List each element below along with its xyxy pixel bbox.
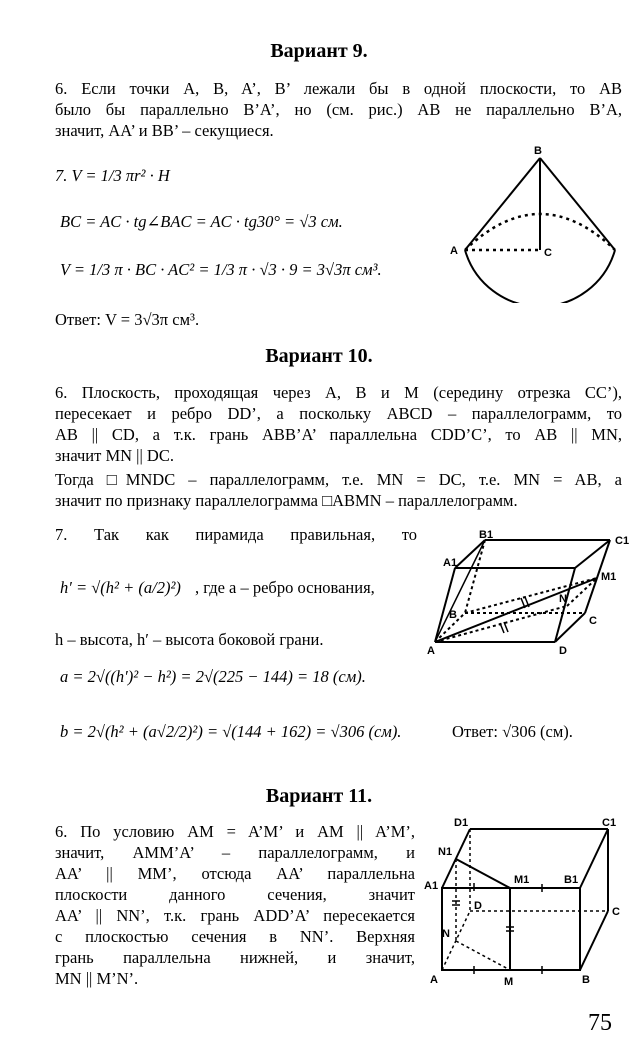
box-figure-v11 bbox=[422, 815, 632, 995]
diag bbox=[435, 540, 485, 642]
label-m: M bbox=[504, 976, 514, 988]
v10-p6-line1: 6. Плоскость, проходящая через A, B и M (середину отрезка CC’), bbox=[55, 383, 622, 402]
label-b1: B1 bbox=[564, 874, 579, 886]
label-n: N bbox=[559, 593, 567, 605]
v10-answer: Ответ: √306 (см). bbox=[452, 722, 573, 741]
label-c: C bbox=[544, 247, 552, 259]
cone-edge-ba bbox=[465, 158, 540, 250]
edge-bb1 bbox=[465, 540, 485, 613]
label-b1: B1 bbox=[479, 529, 494, 541]
label-d: D bbox=[474, 900, 482, 912]
v10-formula-a: a = 2√((h′)² − h²) = 2√(225 − 144) = 18 (см). bbox=[60, 667, 366, 686]
label-c1: C1 bbox=[602, 817, 617, 829]
label-c1: C1 bbox=[615, 535, 630, 547]
parallelepiped-figure-v10 bbox=[425, 528, 635, 658]
page-number: 75 bbox=[588, 1010, 612, 1036]
label-a: A bbox=[450, 245, 458, 257]
cone-figure bbox=[440, 138, 630, 303]
edge-dd1 bbox=[555, 568, 575, 642]
v11-line6: с плоскостью сечения в NN’. Верхняя bbox=[55, 927, 415, 946]
edge-bc bbox=[580, 911, 608, 970]
v10-p6-line6: значит по признаку параллелограмма □ABMN – параллелограмм. bbox=[55, 491, 518, 510]
edge-b1c1 bbox=[580, 829, 608, 888]
v10-p6-line2: пересекает и ребро DD’, а поскольку ABCD – параллелограмм, то bbox=[55, 404, 622, 423]
v11-line4: плоскости данного сечения, значит bbox=[55, 885, 415, 904]
v10-formula-hprime-tail: , где a – ребро основания, bbox=[195, 578, 375, 597]
v11-line5: AA’ || NN’, т.к. грань ADD’A’ пересекается bbox=[55, 906, 415, 925]
label-d1: D1 bbox=[454, 817, 469, 829]
label-a1: A1 bbox=[443, 557, 458, 569]
v10-p6-line3: AB || CD, а т.к. грань ABB’A’ параллельна CDD’C’, то AB || MN, bbox=[55, 425, 622, 444]
cone-base-front bbox=[465, 250, 615, 303]
v10-formula-b: b = 2√(h² + (a√2/2)²) = √(144 + 162) = √306 (см). bbox=[60, 722, 402, 741]
label-n1: N1 bbox=[438, 846, 453, 858]
label-m1: M1 bbox=[601, 571, 617, 583]
label-n: N bbox=[442, 928, 450, 940]
section-nm bbox=[456, 941, 510, 970]
v9-formula-volume: 7. V = 1/3 πr² · H bbox=[55, 166, 170, 185]
v9-p6-line1: 6. Если точки A, B, A’, B’ лежали бы в одной плоскости, то AB bbox=[55, 79, 622, 98]
edge-aa1 bbox=[435, 568, 455, 642]
label-c: C bbox=[589, 615, 597, 627]
v11-line1: 6. По условию AM = A’M’ и AM || A’M’, bbox=[55, 822, 415, 841]
label-d: D bbox=[559, 645, 567, 657]
v11-line8: MN || M’N’. bbox=[55, 969, 139, 988]
section-n1m1 bbox=[456, 859, 510, 888]
label-c: C bbox=[612, 906, 620, 918]
section-am bbox=[435, 578, 597, 642]
v11-line3: AA’ || MM’, отсюда AA’ параллельна bbox=[55, 864, 415, 883]
v10-formula-hprime: h′ = √(h² + (a/2)²) bbox=[60, 578, 181, 597]
label-a: A bbox=[430, 974, 438, 986]
v10-p6-line4: значит MN || DC. bbox=[55, 446, 174, 465]
label-b: B bbox=[582, 974, 590, 986]
v10-p6-line5: Тогда □MNDC – параллелограмм, т.е. MN = DC, т.е. MN = AB, а bbox=[55, 470, 622, 489]
v9-formula-bc: BC = AC · tg∠BAC = AC · tg30° = √3 см. bbox=[60, 212, 343, 231]
label-b: B bbox=[534, 145, 542, 157]
v9-answer: Ответ: V = 3√3π см³. bbox=[55, 310, 200, 329]
v9-p6-line3: значит, AA’ и BB’ – секущиеся. bbox=[55, 121, 274, 140]
heading-variant-11: Вариант 11. bbox=[265, 785, 373, 807]
heading-variant-9: Вариант 9. bbox=[270, 40, 368, 62]
label-b: B bbox=[449, 609, 457, 621]
cone-edge-bright bbox=[540, 158, 615, 250]
label-a: A bbox=[427, 645, 435, 657]
v11-line7: грань параллельна нижней, и значит, bbox=[55, 948, 415, 967]
v10-p7-line3: h – высота, h′ – высота боковой грани. bbox=[55, 630, 324, 649]
label-m1: M1 bbox=[514, 874, 530, 886]
label-a1: A1 bbox=[424, 880, 439, 892]
v10-p7-line1: 7. Так как пирамида правильная, то bbox=[55, 525, 417, 544]
v9-p6-line2: было бы параллельно B’A’, но (см. рис.) AB не параллельно B’A, bbox=[55, 100, 622, 119]
heading-variant-10: Вариант 10. bbox=[265, 345, 373, 367]
v9-formula-v: V = 1/3 π · BC · AC² = 1/3 π · √3 · 9 = 3√3π см³. bbox=[60, 260, 382, 279]
v11-line2: значит, AMM’A’ – параллелограмм, и bbox=[55, 843, 415, 862]
